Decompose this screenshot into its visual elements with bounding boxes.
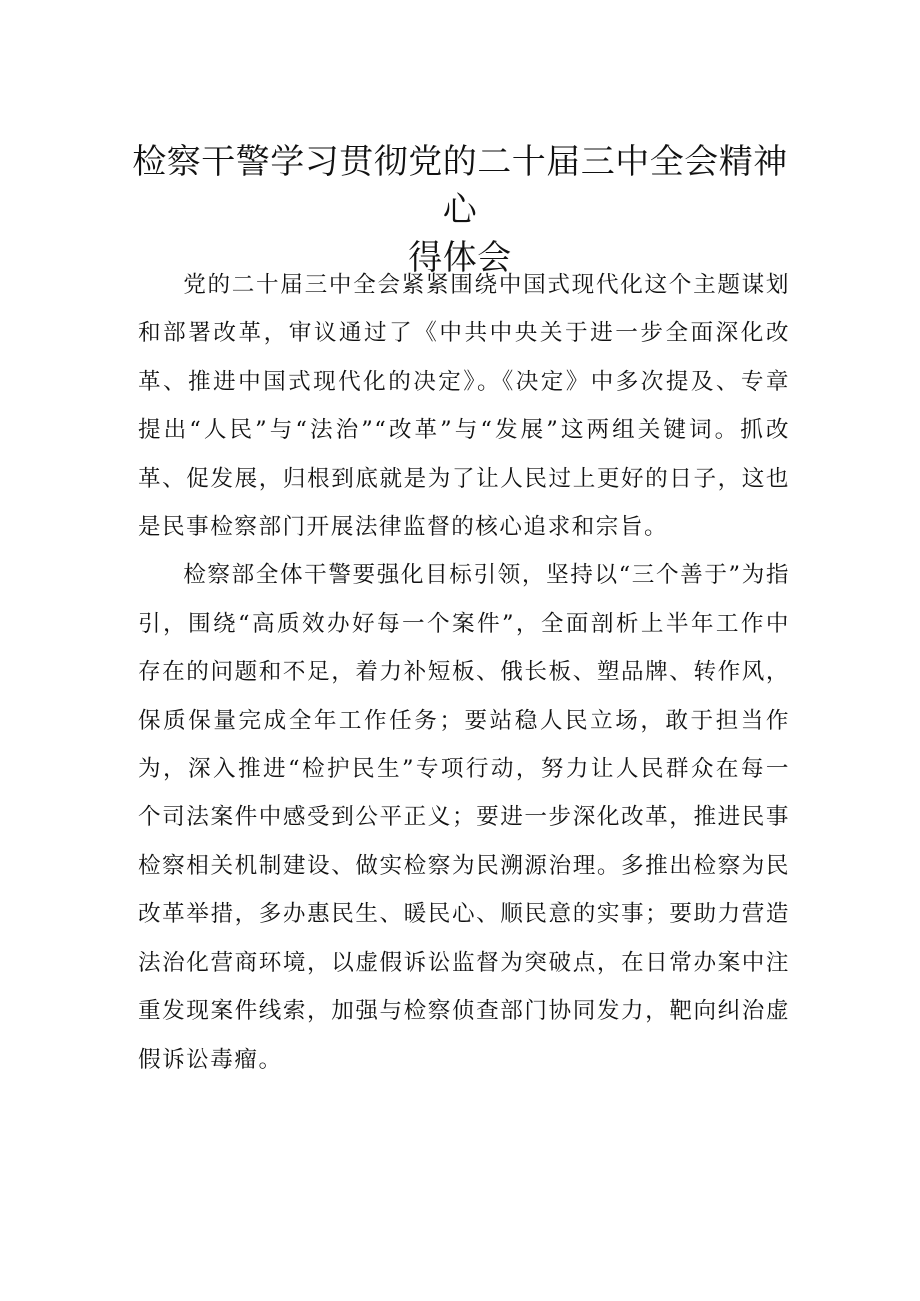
title-line-1: 检察干警学习贯彻党的二十届三中全会精神心 (132, 142, 788, 230)
title-line-2: 得体会 (408, 238, 512, 278)
paragraph-1: 党的二十届三中全会紧紧围绕中国式现代化这个主题谋划和部署改革，审议通过了《中共中央关于进一步全面深化改革、推进中国式现代化的决定》。《决定》中多次提及、专章提出“人民”与“法治”“改革”与“发展”这两组关键词。抓改革、促发展，归根到底就是为了让人民过上更好的日子，这也是民事检察部门开展法律监督的核心追求和宗旨。 (138, 272, 790, 541)
document-body (138, 261, 790, 1084)
paragraph-2: 检察部全体干警要强化目标引领，坚持以“三个善于”为指引，围绕“高质效办好每一个案件”，全面剖析上半年工作中存在的问题和不足，着力补短板、俄长板、塑品牌、转作风，保质保量完成全年工作任务；要站稳人民立场，敢于担当作为，深入推进“检护民生”专项行动，努力让人民群众在每一个司法案件中感受到公平正义；要进一步深化改革，推进民事检察相关机制建设、做实检察为民溯源治理。多推出检察为民改革举措，多办惠民生、暖民心、顺民意的实事；要助力营造法治化营商环境，以虚假诉讼监督为突破点，在日常办案中注重发现案件线索，加强与检察侦查部门协同发力，靶向纠治虚假诉讼毒瘤。 (138, 562, 790, 1073)
